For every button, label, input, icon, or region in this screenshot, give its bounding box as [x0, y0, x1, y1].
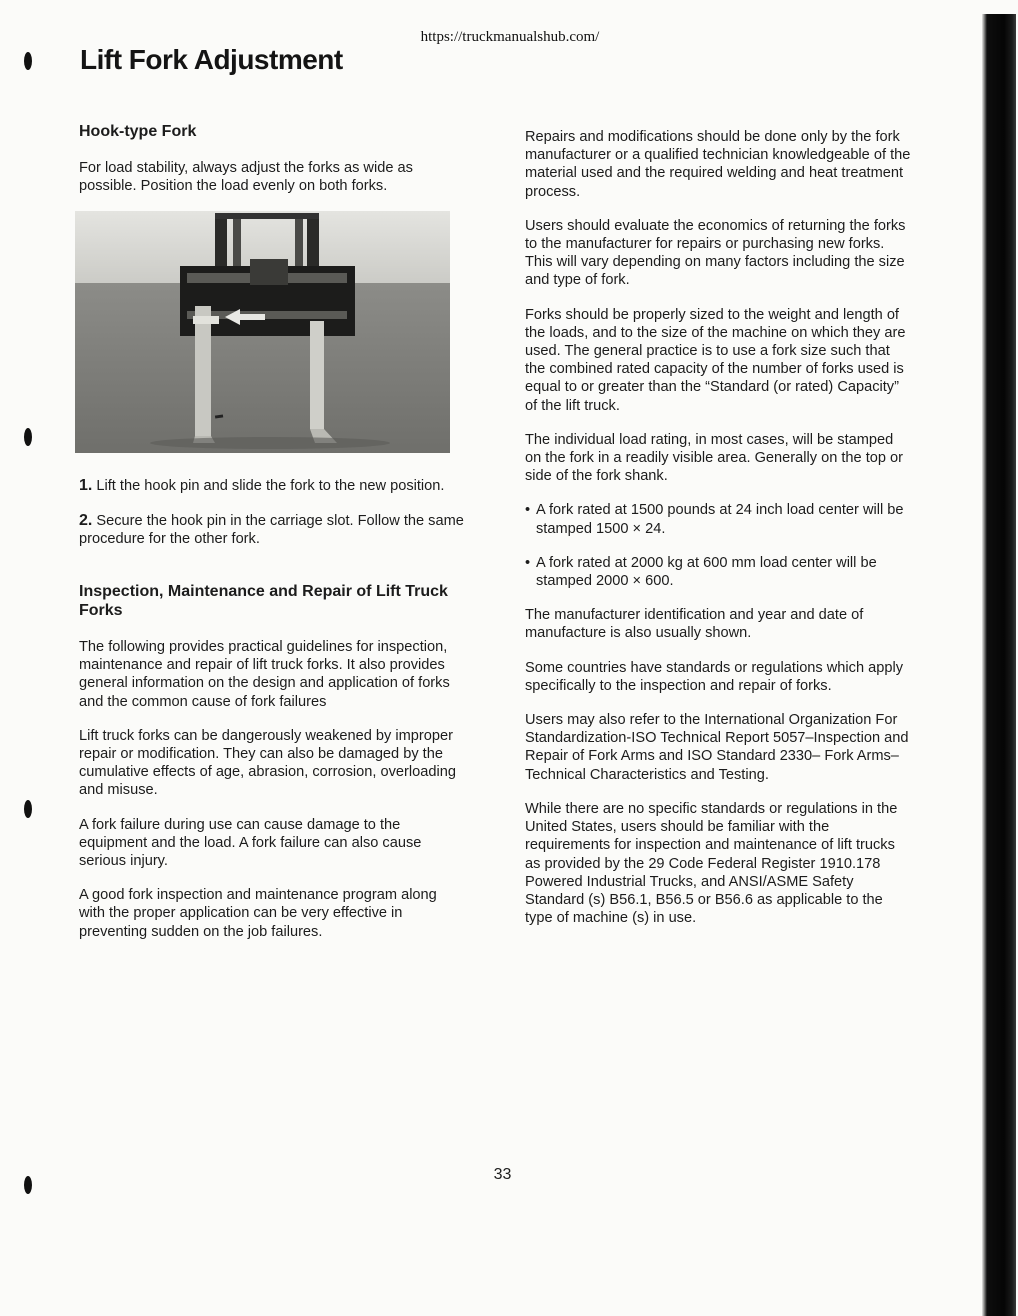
body-paragraph: A fork failure during use can cause damage to the equipment and the load. A fork failure can also cause serious injury.	[79, 816, 422, 870]
scan-edge	[982, 14, 1016, 1316]
list-item-text: A fork rated at 2000 kg at 600 mm load center will be stamped 2000 × 600.	[536, 554, 877, 590]
body-paragraph: Lift truck forks can be dangerously weakened by improper repair or modification. They can also be damaged by the cumulative effects of age, abrasion, corrosion, overloading and misuse.	[79, 727, 456, 799]
body-paragraph: Forks should be properly sized to the weight and length of the loads, and to the size of the machine on which they are used. The general practice is to use a fork size such that the combined rated capacity of the number of forks used is equal to or greater than the “Standard (or rated) Capacity” of the lift truck.	[525, 306, 906, 414]
section-heading-hook-type-fork: Hook-type Fork	[79, 123, 197, 140]
left-column	[79, 122, 464, 957]
body-paragraph: Repairs and modifications should be done only by the fork manufacturer or a qualified technician knowledgeable of the material used and the required welding and heat treatment process.	[525, 129, 911, 200]
binder-hole	[24, 52, 32, 70]
bullet-icon: •	[525, 502, 531, 519]
body-paragraph: Users should evaluate the economics of returning the forks to the manufacturer for repairs or purchasing new forks. This will vary depending on many factors including the size and type of fork.	[525, 217, 906, 289]
binder-hole	[24, 1176, 32, 1194]
body-paragraph: The manufacturer identification and year and date of manufacture is also usually shown.	[525, 607, 864, 642]
list-item	[525, 554, 913, 590]
step-1	[79, 477, 464, 495]
section-heading-inspection: Inspection, Maintenance and Repair of Lift Truck Forks	[79, 583, 448, 620]
right-column	[525, 128, 913, 943]
page-number: 33	[493, 1166, 512, 1183]
forklift-photo	[75, 211, 450, 453]
body-paragraph: A good fork inspection and maintenance program along with the proper application can be very effective in preventing sudden on the job failures.	[79, 887, 437, 940]
step-2	[79, 512, 464, 548]
binder-hole	[24, 428, 32, 446]
step-text: Lift the hook pin and slide the fork to the new position.	[92, 478, 445, 495]
step-number: 2.	[79, 511, 93, 529]
body-paragraph: While there are no specific standards or regulations in the United States, users should be familiar with the requirements for inspection and maintenance of lift trucks as provided by the 29 Code Federal Register 1910.178 Powered Industrial Trucks, and ANSI/ASME Safety Standard (s) B56.1, B56.5 or B56.6 as applicable to the type of machine (s) in use.	[525, 800, 898, 927]
binder-hole	[24, 800, 32, 818]
stamp-examples-list	[525, 501, 913, 590]
page-title: Lift Fork Adjustment	[80, 44, 343, 75]
body-paragraph: Users may also refer to the International Organization For Standardization-ISO Technical Report 5057–Inspection and Repair of Fork Arms and ISO Standard 2330– Fork Arms–Technical Characteristics and Testing.	[525, 712, 909, 783]
source-url: https://truckmanualshub.com/	[420, 29, 600, 45]
list-item	[525, 501, 913, 537]
body-paragraph: The individual load rating, in most cases, will be stamped on the fork in a readily visible area. Generally on the top or side of the fork shank.	[525, 431, 904, 485]
body-paragraph: Some countries have standards or regulations which apply specifically to the inspection and repair of forks.	[525, 659, 904, 694]
intro-paragraph: For load stability, always adjust the forks as wide as possible. Position the load evenly on both forks.	[79, 160, 413, 195]
list-item-text: A fork rated at 1500 pounds at 24 inch load center will be stamped 1500 × 24.	[536, 502, 904, 537]
body-paragraph: The following provides practical guidelines for inspection, maintenance and repair of lift truck forks. It also provides general information on the design and application of forks and the common cause of fork failures	[79, 639, 450, 710]
step-text: Secure the hook pin in the carriage slot. Follow the same procedure for the other fork.	[79, 512, 464, 547]
step-number: 1.	[79, 477, 93, 495]
bullet-icon: •	[525, 554, 531, 571]
